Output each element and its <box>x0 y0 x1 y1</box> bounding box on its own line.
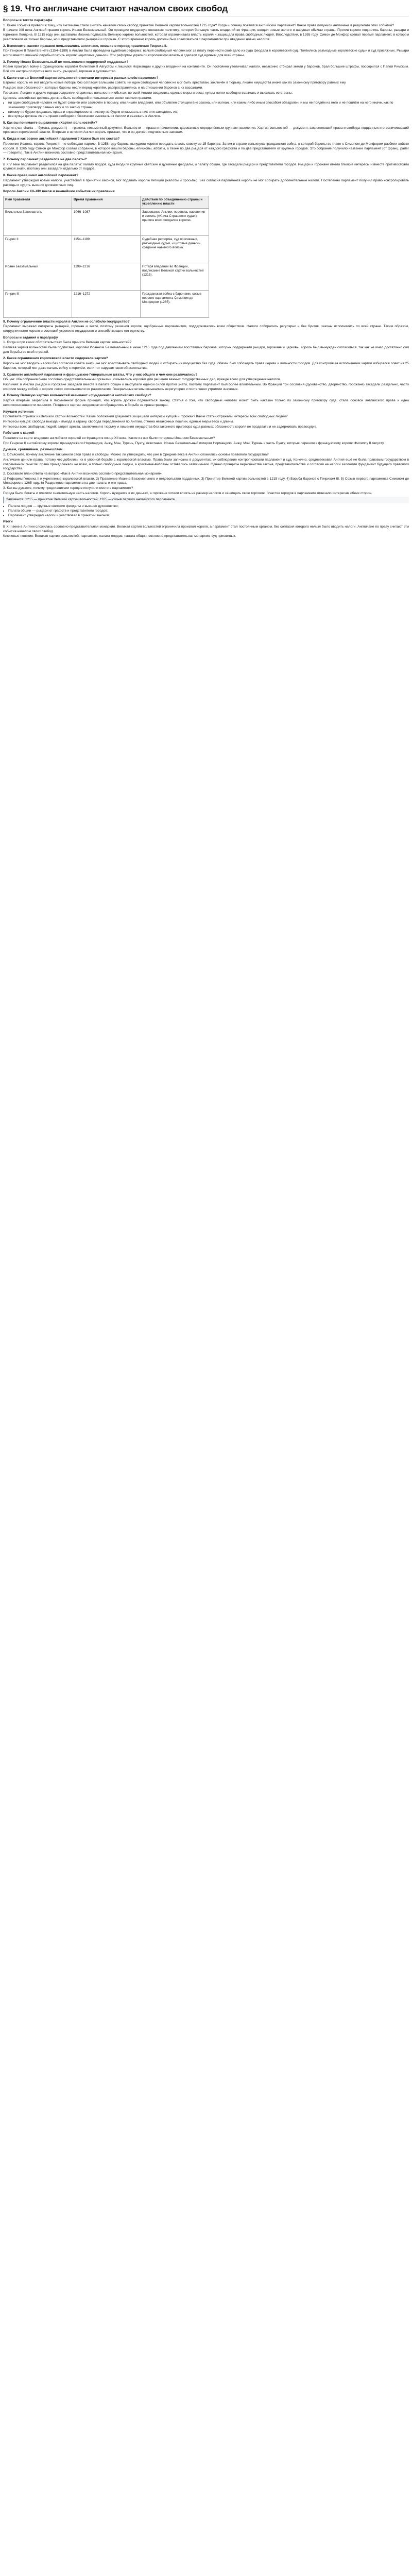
answer-block <box>3 126 409 135</box>
table-caption: Короли Англии XII–XIV веков и важнейшие события их правления <box>3 190 115 194</box>
answer-paragraph: Бароны: король не мог вводить новые поборы без согласия Большого совета; ни один свободный человек не мог быть арестован, заключён в тюрьму, лишён имущества иначе как по законному приговору равных ему. <box>3 81 347 85</box>
question-title: 5. Как вы понимаете выражение «Хартия вольностей»? <box>3 121 97 125</box>
table-cell-years: 1154–1189 <box>72 235 141 263</box>
note-box: Запомните: 1215 — принятие Великой хартии вольностей; 1265 — созыв первого английского парламента. <box>3 497 409 503</box>
table-cell-name: Генрих II <box>4 235 72 263</box>
answer-paragraph: В XIII веке в Англии сложилась сословно-представительная монархия. Великая хартия вольностей ограничила произвол короля, а парламент стал постоянным органом, без согласия которого нельзя было вводить налоги. Англичане по праву считают эти события началом своих свобод. <box>3 524 409 533</box>
answer-paragraph: Преемник Иоанна, король Генрих III, не соблюдал хартию. В 1258 году бароны вынудили короля передать власть совету из 15 баронов. Затем в стране вспыхнула гражданская война, в которой бароны во главе с Симоном де Монфором разбили войско короля. В 1265 году Симон де Монфор созвал собрание, в которое вошли бароны, епископы, аббаты, а также по два рыцаря от каждого графства и по два представителя от крупных городов. Это собрание получило название парламент (от франц. parler — говорить). Так в Англии возникла сословно-представительная монархия. <box>3 142 409 155</box>
list-item: • ни один свободный человек не будет схвачен или заключён в тюрьму, или лишён владения, или объявлен стоящим вне закона, или изгнан, или каким-либо иным способом обездолен, и мы не пойдём на него и не пошлём на него иначе, как по законному приговору равных ему и по закону страны; <box>8 101 409 110</box>
table-row <box>4 208 209 235</box>
table-cell-deeds: Потеря владений во Франции, подписание Великой хартии вольностей (1215). <box>141 263 209 290</box>
answer-paragraph: Англичане ценили права, потому что добились их в упорной борьбе с королевской властью. Права были записаны в документах, их соблюдение контролировали парламент и суд. Конечно, средневековая Англия ещё не была правовым государством в современном смысле: права принадлежали не всем, а только свободным людям, а крестьяне-вилланы оставались зависимыми. Однако принципы верховенства закона, представительства и согласия на налоги заложили фундамент будущего правового государства. <box>3 457 409 471</box>
question-title: 2. Вспомните, какими правами пользовались англичане, жившие в период правления Генриха II. <box>3 44 167 48</box>
answer-paragraph: Интересы всех свободных людей: запрет ареста, заключения в тюрьму и лишения имущества без законного приговора суда равных; обязанность короля не продавать и не задерживать правосудие. <box>3 425 317 429</box>
table-header-row <box>4 196 209 208</box>
question-title: 7. Почему парламент разделился на две палаты? <box>3 157 87 161</box>
answer-block <box>3 163 409 172</box>
answer-paragraph: Парламент выражал интересы рыцарей, горожан и знати, поэтому решения короля, одобренные парламентом, поддерживались всем обществом. Налоги собирались регулярно и без бунтов, законы исполнялись по всей стране. Таким образом, сотрудничество короля и сословий укрепило государство и способствовало его единству. <box>3 325 409 333</box>
answer-paragraph: 1) Реформы Генриха II и укрепление королевской власти. 2) Правление Иоанна Безземельного и недовольство подданных. 3) Принятие Великой хартии вольностей в 1215 году. 4) Борьба баронов с Генрихом III. 5) Созыв первого парламента Симоном де Монфором в 1265 году. 6) Разделение парламента на две палаты и его права. <box>3 477 409 485</box>
answer-paragraph: 3. Как вы думаете, почему представители городов получили место в парламенте? <box>3 486 133 490</box>
answer-paragraph: Хартия впервые закрепила в письменной форме принцип, что король должен подчиняться закону. Статья о том, что свободный человек может быть наказан только по законному приговору суда, стала основой английского права и идеи неприкосновенности личности. Позднее к хартии неоднократно обращались в борьбе за права граждан. <box>3 399 409 407</box>
table-cell-years: 1199–1216 <box>72 263 141 290</box>
answer-block <box>3 453 409 496</box>
answer-paragraph: Хартия (лат. charta — бумага, документ) — грамота, письменный документ. Вольности — права и привилегии, дарованные определённым группам населения. Хартия вольностей — документ, закреплявший права и свободы подданных и ограничивавший произвол королевской власти. Впервые в истории Англии король признал, что и он должен подчиняться законам. <box>3 126 409 134</box>
table-row <box>4 263 209 290</box>
answer-paragraph: Общее: оба собрания были сословно-представительными органами, созывались королём для решения важных государственных дел, прежде всего для утверждения налогов. <box>3 378 281 382</box>
question-title: 8. Какие права имел английский парламент? <box>3 174 79 178</box>
answer-block <box>3 436 409 446</box>
question-title: Вопросы и задания к параграфу <box>3 335 58 340</box>
table-row <box>4 235 209 263</box>
table-cell-years: 1216–1272 <box>72 290 141 317</box>
parliament-list <box>8 504 409 518</box>
answer-block <box>3 65 409 74</box>
page-title: § 19. Что англичане считают началом своих свобод <box>3 3 409 16</box>
table-cell-name: Генрих III <box>4 290 72 317</box>
answer-paragraph: Иоанн проиграл войну с французским королём Филиппом II Августом и лишился Нормандии и других владений на континенте. Он постоянно увеличивал налоги, незаконно отбирал земли у баронов, брал большие штрафы, поссорился с Папой Римским. Всё это настроило против него знать, рыцарей, горожан и духовенство. <box>3 65 409 74</box>
answer-block <box>3 415 409 429</box>
answer-paragraph: Церковь: английская церковь должна быть свободной и пользоваться всеми своими правами. <box>3 96 152 100</box>
table-cell-years: 1066–1087 <box>72 208 141 235</box>
question-title: Вопросы в тексте параграфа <box>3 19 53 22</box>
question-title: Работаем с картой <box>3 431 35 435</box>
qa-section-4 <box>3 520 409 539</box>
qa-section <box>3 19 409 100</box>
answer-paragraph: При Генрихе II Плантагенете (1154–1189) в Англии была проведена судебная реформа: всякий свободный человек мог за плату перенести своё дело из суда феодала в королевский суд. Появились разъездные королевские судьи и суд присяжных. Рыцари могли вместо военной службы платить королю «щитовые деньги». Эти реформы укрепили королевскую власть и сделали суд единым для всей страны. <box>3 49 409 57</box>
answer-paragraph: Покажите на карте владения английских королей во Франции в конце XII века. Какие из них были потеряны Иоанном Безземельным? <box>3 436 215 440</box>
answer-paragraph: Парламент утверждал новые налоги, участвовал в принятии законов, мог подавать королю петиции (жалобы и просьбы). Без согласия парламента король не мог собирать дополнительные налоги. Постепенно парламент получил право контролировать расходы и судить высших должностных лиц. <box>3 178 409 187</box>
answer-paragraph: Прочитайте отрывок из Великой хартии вольностей. Какие положения документа защищали интересы купцов и горожан? Какие статьи отражали интересы всех свободных людей? <box>3 415 288 419</box>
list-item: • Палата общин — рыцари от графств и представители городов; <box>8 509 409 514</box>
table-cell-name: Вильгельм Завоеватель <box>4 208 72 235</box>
list-item: • Парламент утверждал налоги и участвовал в принятии законов. <box>8 514 409 518</box>
answer-paragraph: В начале XIII века Англией правил король Иоанн Безземельный. Он проводил неудачную внешнюю политику, потерял большую часть владений во Франции, вводил новые налоги и нарушал обычаи страны. Против короля поднялись бароны, рыцари и горожане Лондона. В 1215 году они заставили Иоанна подписать Великую хартию вольностей, которая ограничивала власть короля и защищала права свободных людей. Впоследствии, в 1265 году, Симон де Монфор созвал первый парламент, в котором участвовали не только бароны, но и представители рыцарей и горожан. С этого времени король должен был советоваться с парламентом при введении новых налогов. <box>3 28 409 41</box>
table-cell-deeds: Судебная реформа, суд присяжных, разъездные судьи, «щитовые деньги», создание наёмного войска. <box>141 235 209 263</box>
question-title: Итоги <box>3 520 13 524</box>
question-title: 4. Какие статьи Великой хартии вольностей отвечали интересам разных слоёв населения? <box>3 76 159 80</box>
page <box>0 0 412 545</box>
answer-block <box>3 341 409 354</box>
answer-paragraph: 1. Когда и при каких обстоятельствах была принята Великая хартия вольностей? <box>3 341 132 345</box>
answer-paragraph: Король не мог вводить налоги без согласия совета знати, не мог арестовывать свободных людей и отбирать их имущество без суда, обязан был соблюдать права церкви и вольности городов. Для контроля за исполнением хартии избирался совет из 25 баронов, который мог даже начать войну с королём, если тот нарушит свои обязательства. <box>3 362 409 370</box>
answer-block <box>3 362 409 370</box>
answer-paragraph: 2. Составьте план ответа на вопрос «Как в Англии возникла сословно-представительная монархия». <box>3 471 163 476</box>
table-header-name: Имя правителя <box>4 196 72 208</box>
question-title: 3. Сравните английский парламент и французские Генеральные штаты. Что у них общего и чем они различались? <box>3 372 198 377</box>
list-item: • все купцы должны иметь право свободно и безопасно выезжать из Англии и въезжать в Англию. <box>8 114 409 119</box>
answer-block <box>3 325 409 333</box>
table-row <box>4 290 209 317</box>
answer-paragraph: Великая хартия вольностей была подписана королём Иоанном Безземельным в июне 1215 года под давлением восставших баронов, которых поддержали рыцари, горожане и церковь. Король был вынужден согласиться, так как не имел достаточно сил для борьбы со всей страной. <box>3 346 409 354</box>
list-item: • Палата лордов — крупные светские феодалы и высшее духовенство; <box>8 504 409 509</box>
answer-paragraph: В XIV веке парламент разделился на две палаты: палату лордов, куда входили крупные светские и духовные феодалы, и палату общин, где заседали рыцари и представители городов. Рыцари и горожане имели близкие интересы и вместе противостояли крупной знати, поэтому они заседали отдельно от лордов. <box>3 162 409 171</box>
table-cell-deeds: Гражданская война с баронами, созыв первого парламента Симоном де Монфором (1265). <box>141 290 209 317</box>
table-header-deeds: Действия по объединению страны и укреплению власти <box>141 196 209 208</box>
qa-section-3 <box>3 320 409 496</box>
answer-paragraph: Различия: в Англии рыцари и горожане заседали вместе в палате общин и выступали единой силой против знати, поэтому парламент был более влиятельным. Во Франции три сословия (духовенство, дворянство, горожане) заседали раздельно, часто спорили между собой, и короли легко использовали их разногласия. Генеральные штаты созывались нерегулярно и постепенно утратили значение. <box>3 383 409 391</box>
question-title: 9. Почему ограничение власти короля в Англии не ослабило государство? <box>3 319 130 324</box>
answer-paragraph: При Генрихе II английскому королю принадлежали Нормандия, Анжу, Мэн, Турень, Пуату, Аквитания. Иоанн Безземельный потерял Нормандию, Анжу, Мэн, Турень и часть Пуату, которые перешли к французскому королю Филиппу II Августу. <box>3 441 385 445</box>
answer-block <box>3 378 409 392</box>
question-title: 3. Почему Иоанн Безземельный не пользовался поддержкой подданных? <box>3 60 129 64</box>
rulers-table <box>3 196 209 318</box>
qa-section-2 <box>3 121 409 188</box>
charter-quotes-list <box>8 101 409 119</box>
answer-paragraph: 1. Какие события привели к тому, что англичане стали считать началом своих свобод принятие Великой хартии вольностей 1215 года? Когда и почему появился английский парламент? Какие права получили англичане в результате этих событий? <box>3 23 394 27</box>
answer-block <box>3 179 409 188</box>
answer-paragraph: Рыцари: все обязанности, которые бароны несли перед королём, распространялись и на отношения баронов с их вассалами. <box>3 86 203 90</box>
list-item: • никому не будем продавать права и справедливости, никому не будем отказывать в них или замедлять их; <box>8 110 409 115</box>
question-title: Думаем, сравниваем, размышляем <box>3 448 63 452</box>
question-title: 2. Какие ограничения королевской власти содержала хартия? <box>3 357 108 361</box>
question-title: 6. Когда и как возник английский парламент? Каким был его состав? <box>3 137 120 141</box>
answer-block <box>3 49 409 58</box>
answer-paragraph: Горожане: Лондон и другие города сохраняли старинные вольности и обычаи; по всей Англии вводились единые меры и весы; купцы могли свободно въезжать и выезжать из страны. <box>3 91 293 95</box>
table-header-years: Время правления <box>72 196 141 208</box>
question-title: 4. Почему Великую хартию вольностей называют «фундаментом английских свобод»? <box>3 394 151 398</box>
answer-paragraph: Интересы купцов: свобода выезда и въезда в страну, свобода передвижения по Англии, отмена незаконных пошлин, единые меры веса и длины. <box>3 419 234 423</box>
answer-block <box>3 24 409 42</box>
answer-paragraph: Города были богаты и платили значительную часть налогов. Король нуждался в их деньгах, а горожане хотели влиять на размер налогов и защищать свою торговлю. Участие городов в парламенте отвечало интересам обеих сторон. <box>3 491 372 495</box>
answer-paragraph: Ключевые понятия: Великая хартия вольностей, парламент, палата лордов, палата общин, сословно-представительная монархия, суд присяжных. <box>3 534 236 538</box>
answer-block <box>3 525 409 539</box>
question-title: Изучаем источник <box>3 410 34 414</box>
answer-block <box>3 142 409 156</box>
answer-block <box>3 399 409 408</box>
table-cell-deeds: Завоевание Англии, перепись населения и земель («Книга Страшного суда»), присяга всех феодалов королю. <box>141 208 209 235</box>
table-cell-name: Иоанн Безземельный <box>4 263 72 290</box>
answer-block <box>3 81 409 100</box>
answer-paragraph: 1. Объясните, почему англичане так ценили свои права и свободы. Можно ли утверждать, что уже в Средние века в Англии сложились основы правового государства? <box>3 453 269 457</box>
